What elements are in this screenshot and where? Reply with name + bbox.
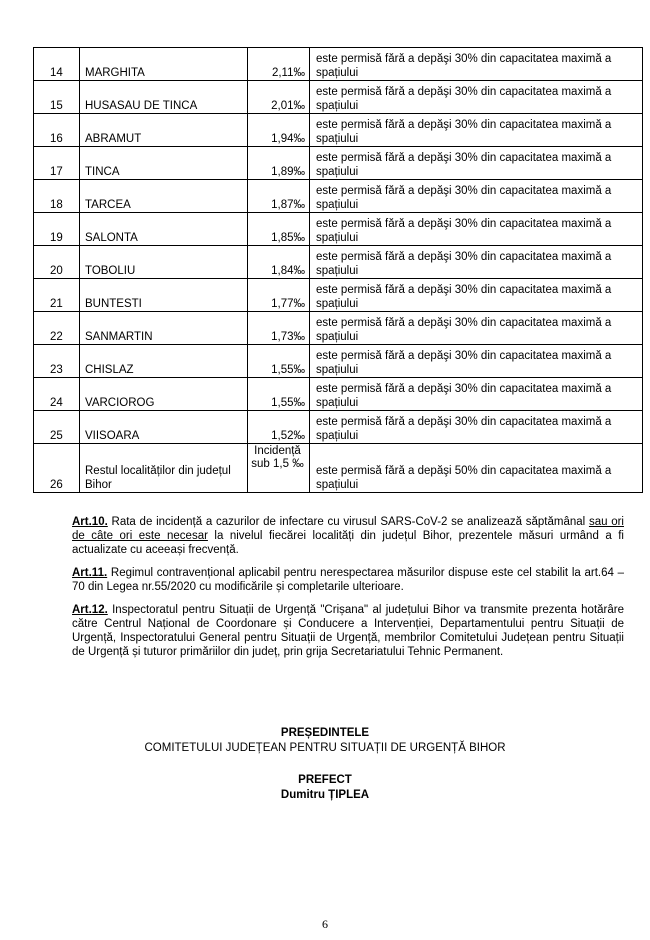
locality-name: TINCA: [80, 147, 248, 180]
table-row: [34, 246, 643, 279]
locality-name: HUSASAU DE TINCA: [80, 81, 248, 114]
table-row: [34, 444, 643, 493]
table-row: [34, 114, 643, 147]
article-12: [72, 603, 624, 659]
table-row: [34, 345, 643, 378]
table-row: [34, 147, 643, 180]
incidence-rate: 1,55‰: [248, 378, 310, 411]
article-11: [72, 566, 624, 594]
locality-name: ABRAMUT: [80, 114, 248, 147]
locality-name: TARCEA: [80, 180, 248, 213]
capacity-rule: este permisă fără a depăşi 50% din capacitatea maximă a spațiului: [310, 444, 643, 493]
incidence-rate: 1,84‰: [248, 246, 310, 279]
table-row: [34, 411, 643, 444]
incidence-rate: 2,11‰: [248, 48, 310, 81]
capacity-rule: este permisă fără a depăşi 30% din capacitatea maximă a spațiului: [310, 180, 643, 213]
capacity-rule: este permisă fără a depăşi 30% din capacitatea maximă a spațiului: [310, 147, 643, 180]
incidence-rate: 2,01‰: [248, 81, 310, 114]
capacity-rule: este permisă fără a depăşi 30% din capacitatea maximă a spațiului: [310, 378, 643, 411]
row-number: 22: [34, 312, 80, 345]
article-label: Art.11.: [72, 567, 108, 579]
row-number: 14: [34, 48, 80, 81]
capacity-rule: este permisă fără a depăşi 30% din capacitatea maximă a spațiului: [310, 114, 643, 147]
article-text: Inspectoratul pentru Situații de Urgență "Crișana" al județului Bihor va transmite prezenta hotărâre către Centrul Național de Coordonare și Conducere a Intervenției, Departamentului pentru Situații de Urgență, Inspectoratului General pentru Situații de Urgență, membrilor Comitetului Județean pentru Situații de Urgență și tuturor primăriilor din județ, prin grija Secretariatului Tehnic Permanent.: [72, 604, 624, 658]
incidence-rate: Incidență sub 1,5 ‰: [248, 444, 310, 493]
signature-title: PREȘEDINTELE: [280, 727, 370, 739]
article-text: la nivelul fiecărei localități din județul Bihor, prezentele măsuri urmând a fi actualizate cu aceeași frecvență.: [72, 530, 624, 556]
locality-name: SALONTA: [80, 213, 248, 246]
capacity-rule: este permisă fără a depăşi 30% din capacitatea maximă a spațiului: [310, 246, 643, 279]
incidence-rate: 1,52‰: [248, 411, 310, 444]
capacity-rule: este permisă fără a depăşi 30% din capacitatea maximă a spațiului: [310, 213, 643, 246]
table-row: [34, 312, 643, 345]
table-row: [34, 81, 643, 114]
row-number: 19: [34, 213, 80, 246]
row-number: 26: [34, 444, 80, 493]
incidence-rate: 1,85‰: [248, 213, 310, 246]
incidence-rate: 1,73‰: [248, 312, 310, 345]
row-number: 20: [34, 246, 80, 279]
row-number: 17: [34, 147, 80, 180]
row-number: 21: [34, 279, 80, 312]
table-row: [34, 378, 643, 411]
article-underlined-text: sau ori de câte ori este necesar: [72, 516, 624, 542]
row-number: 25: [34, 411, 80, 444]
capacity-rule: este permisă fără a depăşi 30% din capacitatea maximă a spațiului: [310, 312, 643, 345]
table-row: [34, 213, 643, 246]
incidence-rate: 1,77‰: [248, 279, 310, 312]
article-label: Art.10.: [72, 516, 108, 528]
locality-name: MARGHITA: [80, 48, 248, 81]
incidence-rate: 1,87‰: [248, 180, 310, 213]
incidence-rate: 1,55‰: [248, 345, 310, 378]
capacity-rule: este permisă fără a depăşi 30% din capacitatea maximă a spațiului: [310, 345, 643, 378]
capacity-rule: este permisă fără a depăşi 30% din capacitatea maximă a spațiului: [310, 279, 643, 312]
locality-name: CHISLAZ: [80, 345, 248, 378]
signature-committee: COMITETULUI JUDEȚEAN PENTRU SITUAȚII DE URGENȚĂ BIHOR: [144, 742, 506, 754]
article-10: [72, 515, 624, 557]
page-number: 6: [322, 917, 328, 931]
capacity-rule: este permisă fără a depăşi 30% din capacitatea maximă a spațiului: [310, 411, 643, 444]
row-number: 16: [34, 114, 80, 147]
table-row: [34, 48, 643, 81]
signature-role: PREFECT: [298, 774, 352, 786]
incidence-rate: 1,89‰: [248, 147, 310, 180]
capacity-rule: este permisă fără a depăşi 30% din capacitatea maximă a spațiului: [310, 81, 643, 114]
articles-section: [72, 515, 624, 668]
row-number: 15: [34, 81, 80, 114]
table-row: [34, 180, 643, 213]
locality-name: Restul localităților din județul Bihor: [80, 444, 248, 493]
row-number: 24: [34, 378, 80, 411]
article-text: Regimul contravențional aplicabil pentru nerespectarea măsurilor dispuse este cel stabilit la art.64 – 70 din Legea nr.55/2020 cu modificările și completarile ulterioare.: [72, 567, 624, 593]
article-text: Rata de incidență a cazurilor de infectare cu virusul SARS-CoV-2 se analizează săptămânal: [107, 516, 589, 528]
article-label: Art.12.: [72, 604, 108, 616]
incidence-table-body: [34, 48, 643, 493]
locality-name: TOBOLIU: [80, 246, 248, 279]
row-number: 23: [34, 345, 80, 378]
locality-name: VIISOARA: [80, 411, 248, 444]
signature-name: Dumitru ȚIPLEA: [280, 789, 370, 801]
incidence-rate: 1,94‰: [248, 114, 310, 147]
locality-name: VARCIOROG: [80, 378, 248, 411]
incidence-table: [33, 47, 643, 493]
locality-name: BUNTESTI: [80, 279, 248, 312]
row-number: 18: [34, 180, 80, 213]
capacity-rule: este permisă fără a depăşi 30% din capacitatea maximă a spațiului: [310, 48, 643, 81]
table-row: [34, 279, 643, 312]
locality-name: SANMARTIN: [80, 312, 248, 345]
